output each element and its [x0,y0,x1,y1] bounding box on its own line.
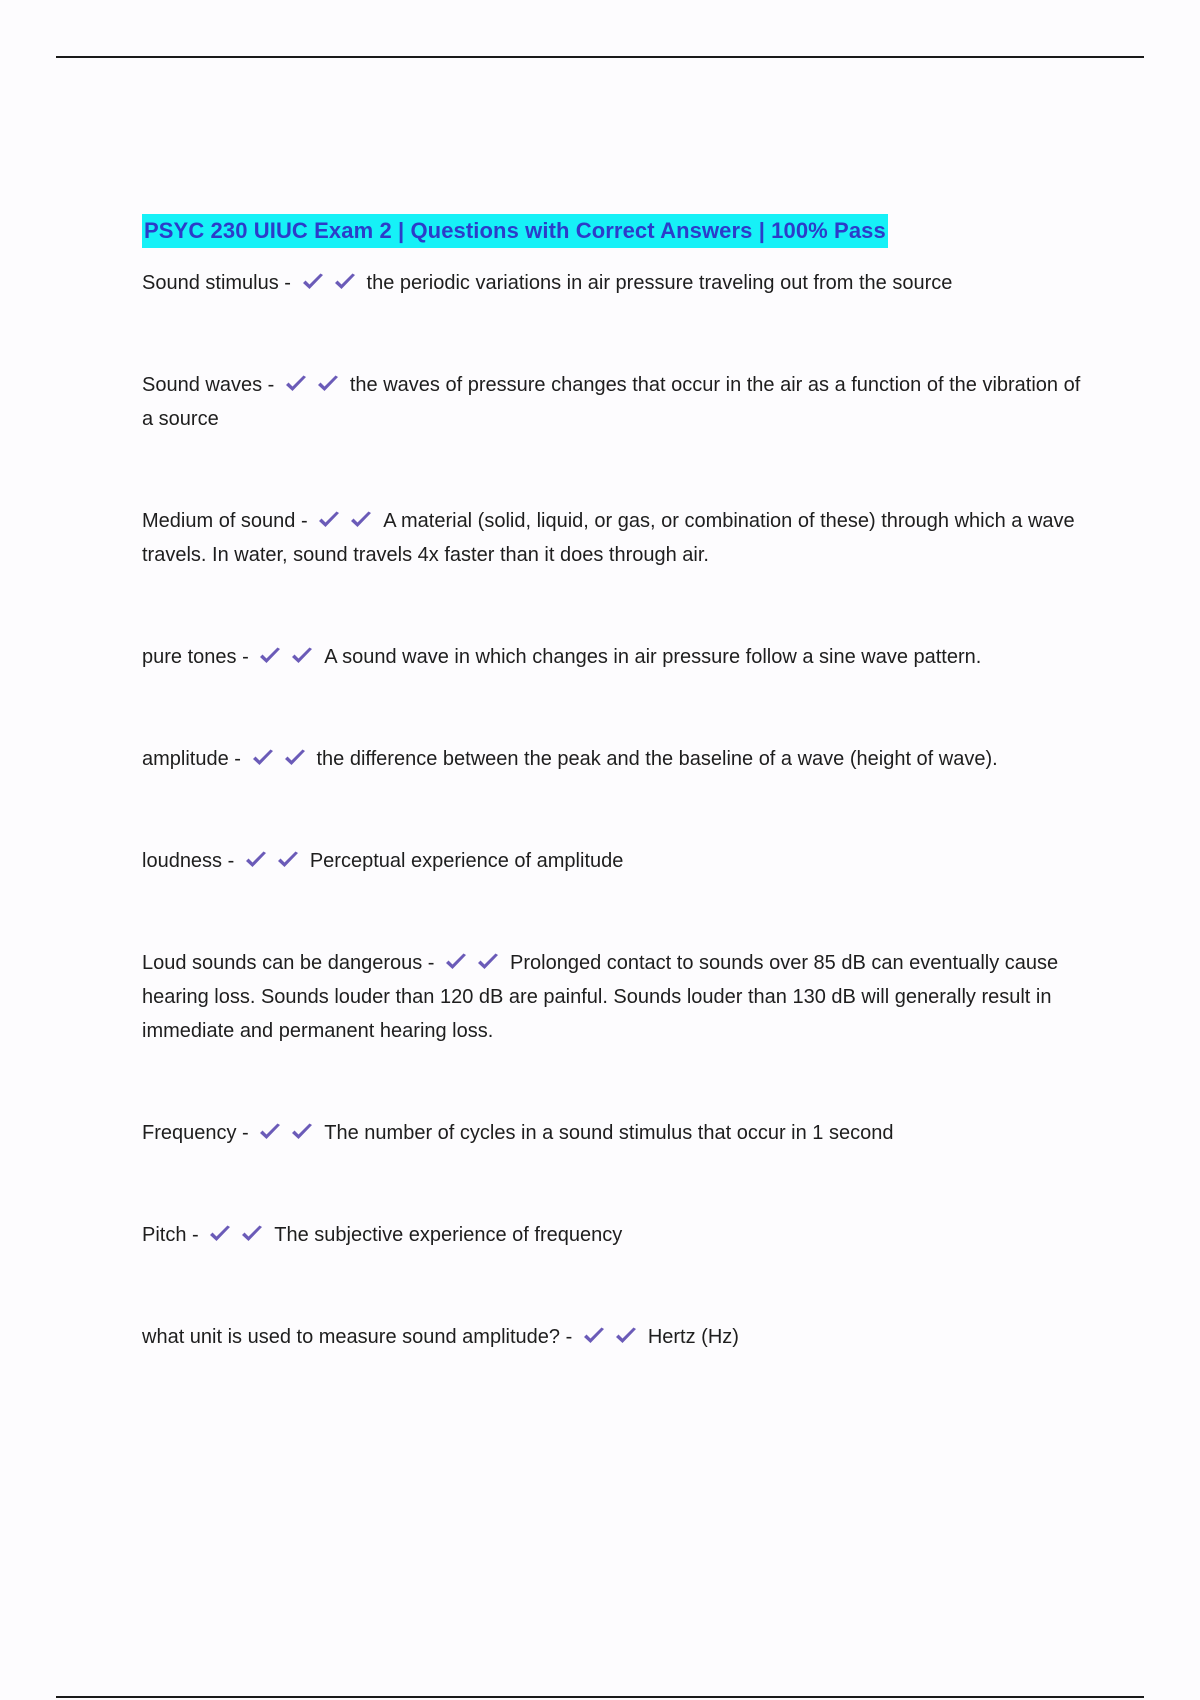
checkmark-icon [244,850,268,870]
checkmarks [444,946,508,980]
term: what unit is used to measure sound amplitude? [142,1326,561,1348]
checkmark-icon [476,952,500,972]
checkmarks [301,266,365,300]
term: amplitude [142,748,229,770]
list-item [142,640,1082,674]
definition: The number of cycles in a sound stimulus that occur in 1 second [324,1122,894,1144]
checkmark-icon [290,646,314,666]
checkmark-icon [333,272,357,292]
checkmark-icon [208,1224,232,1244]
list-item [142,946,1082,1048]
checkmark-icon [284,374,308,394]
checkmark-icon [582,1326,606,1346]
checkmark-icon [251,748,275,768]
definition: Perceptual experience of amplitude [309,850,624,872]
checkmarks [208,1218,272,1252]
list-item [142,1320,1082,1354]
qa-list [142,266,1082,1354]
definition: A material (solid, liquid, or gas, or combination of these) through which a wave travels. In water, sound travels 4x faster than it does through air. [142,510,1075,566]
term: Sound stimulus [142,272,279,294]
list-item [142,844,1082,878]
checkmark-icon [258,1122,282,1142]
checkmarks [317,504,381,538]
checkmark-icon [240,1224,264,1244]
term: Pitch [142,1224,187,1246]
separator: - [422,952,441,974]
checkmark-icon [290,1122,314,1142]
definition: the difference between the peak and the baseline of a wave (height of wave). [316,748,998,770]
checkmarks [258,1116,322,1150]
document-body [142,214,1082,1422]
checkmark-icon [283,748,307,768]
separator: - [186,1224,205,1246]
separator: - [278,272,297,294]
definition: the waves of pressure changes that occur in the air as a function of the vibration of a source [142,374,1081,430]
definition: Prolonged contact to sounds over 85 dB can eventually cause hearing loss. Sounds louder than 120 dB are painful. Sounds louder than 130 dB will generally result in immediate and permanent hearing loss. [142,952,1059,1042]
checkmark-icon [317,510,341,530]
checkmarks [284,368,348,402]
definition: A sound wave in which changes in air pressure follow a sine wave pattern. [324,646,982,668]
list-item [142,504,1082,572]
checkmark-icon [258,646,282,666]
separator: - [295,510,314,532]
term: loudness [142,850,223,872]
separator: - [236,646,255,668]
bottom-rule [56,1696,1144,1698]
checkmark-icon [444,952,468,972]
separator: - [228,748,247,770]
separator: - [560,1326,578,1348]
list-item [142,1116,1082,1150]
checkmarks [582,1320,646,1354]
checkmark-icon [316,374,340,394]
separator: - [262,374,280,396]
term: Loud sounds can be dangerous [142,952,423,974]
term: Sound waves [142,374,263,396]
separator: - [236,1122,255,1144]
checkmark-icon [349,510,373,530]
list-item [142,742,1082,776]
checkmark-icon [276,850,300,870]
list-item [142,368,1082,436]
definition: Hertz (Hz) [647,1326,739,1348]
checkmarks [244,844,308,878]
checkmark-icon [614,1326,638,1346]
checkmarks [258,640,322,674]
term: pure tones [142,646,237,668]
definition: The subjective experience of frequency [274,1224,623,1246]
list-item [142,266,1082,300]
term: Medium of sound [142,510,296,532]
checkmarks [251,742,315,776]
list-item [142,1218,1082,1252]
separator: - [222,850,240,872]
definition: the periodic variations in air pressure traveling out from the source [366,272,953,294]
top-rule [56,56,1144,58]
page-title: PSYC 230 UIUC Exam 2 | Questions with Correct Answers | 100% Pass [142,214,888,248]
checkmark-icon [301,272,325,292]
term: Frequency [142,1122,237,1144]
